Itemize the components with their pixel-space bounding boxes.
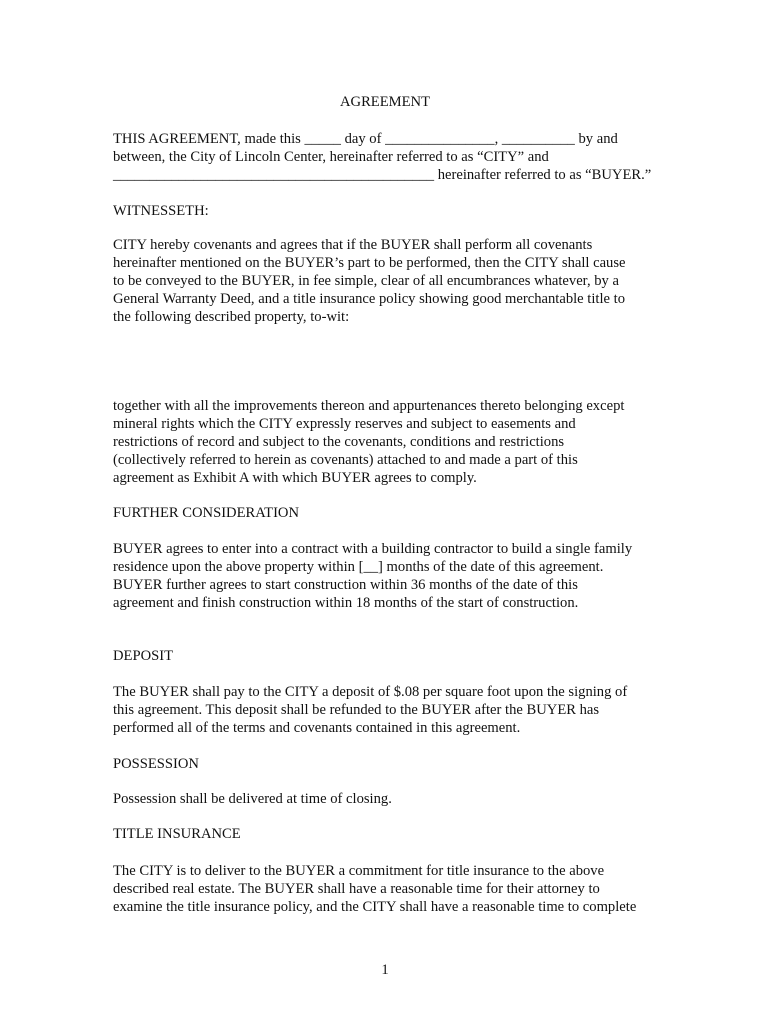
intro-line: THIS AGREEMENT, made this _____ day of _______________, __________ by and — [113, 131, 618, 147]
intro-line: between, the City of Lincoln Center, hereinafter referred to as “CITY” and — [113, 149, 549, 165]
deposit-line: The BUYER shall pay to the CITY a deposit of $.08 per square foot upon the signing of — [113, 684, 628, 700]
further-consideration-paragraph — [113, 540, 661, 612]
deposit-line: this agreement. This deposit shall be refunded to the BUYER after the BUYER has — [113, 702, 600, 718]
possession-heading: POSSESSION — [113, 756, 199, 772]
together-line: agreement as Exhibit A with which BUYER agrees to comply. — [113, 470, 477, 486]
further-line: residence upon the above property within [__] months of the date of this agreement. — [113, 559, 604, 575]
witnesseth-heading: WITNESSETH: — [113, 203, 209, 219]
together-line: mineral rights which the CITY expressly reserves and subject to easements and — [113, 416, 576, 432]
further-line: agreement and finish construction within 18 months of the start of construction. — [113, 595, 579, 611]
intro-line: ____________________________________________ hereinafter referred to as “BUYER.” — [113, 167, 652, 183]
together-line: together with all the improvements thereon and appurtenances thereto belonging except — [113, 398, 625, 414]
covenant-line: General Warranty Deed, and a title insurance policy showing good merchantable title to — [113, 291, 625, 307]
further-consideration-heading: FURTHER CONSIDERATION — [113, 505, 300, 521]
together-line: (collectively referred to herein as covenants) attached to and made a part of this — [113, 452, 578, 468]
covenant-line: CITY hereby covenants and agrees that if the BUYER shall perform all covenants — [113, 237, 593, 253]
title-insurance-paragraph — [113, 862, 661, 916]
covenant-line: to be conveyed to the BUYER, in fee simple, clear of all encumbrances whatever, by a — [113, 273, 619, 289]
covenant-paragraph — [113, 236, 661, 326]
together-line: restrictions of record and subject to the covenants, conditions and restrictions — [113, 434, 565, 450]
covenant-line: hereinafter mentioned on the BUYER’s part to be performed, then the CITY shall cause — [113, 255, 626, 271]
deposit-line: performed all of the terms and covenants contained in this agreement. — [113, 720, 521, 736]
document-title: AGREEMENT — [340, 94, 430, 110]
further-line: BUYER agrees to enter into a contract with a building contractor to build a single family — [113, 541, 633, 557]
title-insurance-line: The CITY is to deliver to the BUYER a commitment for title insurance to the above — [113, 863, 605, 879]
title-insurance-line: examine the title insurance policy, and the CITY shall have a reasonable time to complete — [113, 899, 637, 915]
intro-paragraph — [113, 130, 661, 184]
page-number: 1 — [381, 962, 389, 978]
deposit-paragraph — [113, 683, 661, 737]
deposit-heading: DEPOSIT — [113, 648, 173, 664]
possession-text: Possession shall be delivered at time of closing. — [113, 791, 392, 807]
title-insurance-line: described real estate. The BUYER shall have a reasonable time for their attorney to — [113, 881, 600, 897]
further-line: BUYER further agrees to start construction within 36 months of the date of this — [113, 577, 578, 593]
covenant-line: the following described property, to-wit: — [113, 309, 350, 325]
together-paragraph — [113, 397, 661, 487]
title-insurance-heading: TITLE INSURANCE — [113, 826, 241, 842]
